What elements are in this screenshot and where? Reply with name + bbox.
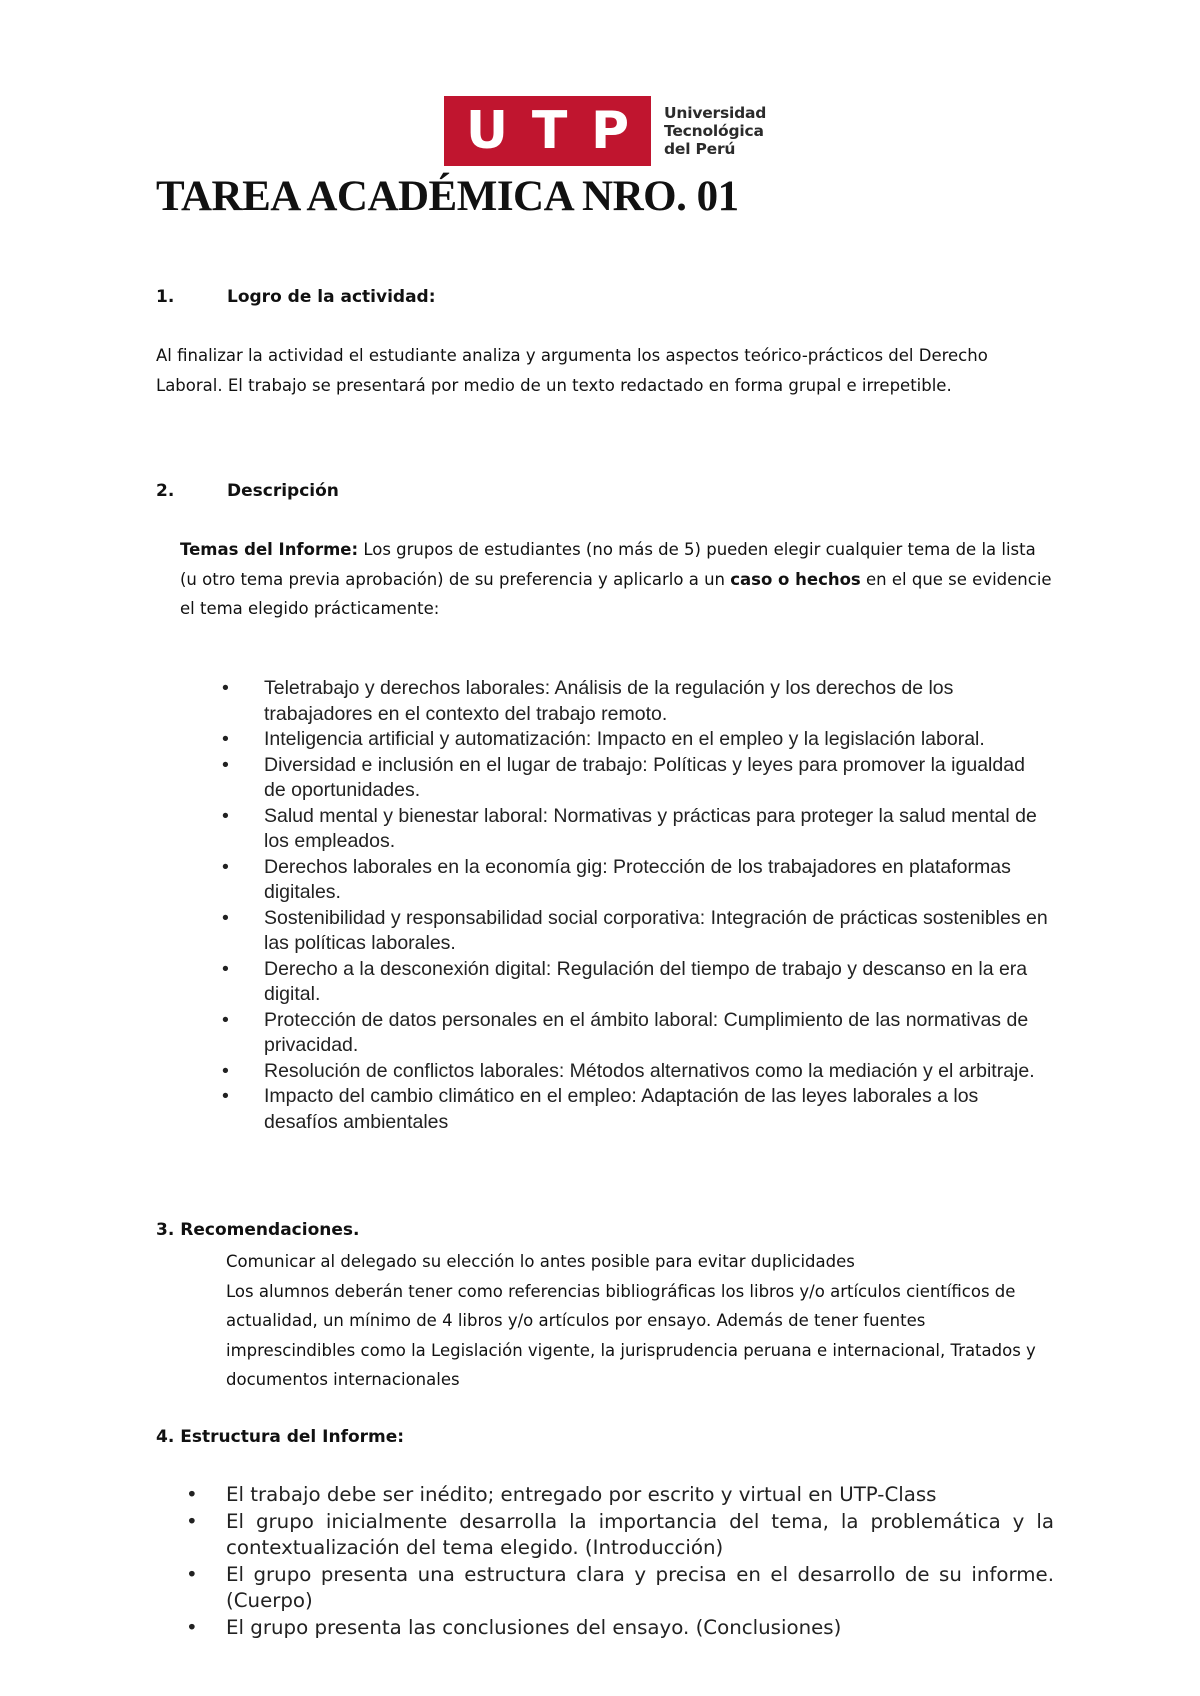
- logo-text-line: Universidad: [664, 104, 767, 122]
- bullet-icon: •: [222, 957, 229, 980]
- list-item: [222, 957, 1052, 1008]
- topic-text: Derechos laborales en la economía gig: Protección de los trabajadores en plataformas digitales.: [264, 855, 1011, 903]
- topic-text: Protección de datos personales en el ámbito laboral: Cumplimiento de las normativas de privacidad.: [264, 1008, 1029, 1056]
- bullet-icon: •: [186, 1562, 198, 1586]
- topics-list: [222, 676, 1052, 1135]
- utp-logo: [444, 96, 766, 166]
- section-number: 3.: [156, 1220, 175, 1240]
- structure-text: El grupo inicialmente desarrolla la importancia del tema, la problemática y la contextualización del tema elegido. (Introducción): [226, 1509, 1054, 1559]
- topic-text: Impacto del cambio climático en el empleo: Adaptación de las leyes laborales a los desafíos ambientales: [264, 1085, 979, 1133]
- list-item: [222, 1059, 1052, 1085]
- section-number: 2.: [156, 481, 175, 501]
- list-item: [222, 676, 1052, 727]
- bullet-icon: •: [222, 677, 229, 699]
- list-item: [222, 855, 1052, 906]
- section-1-body: Al finalizar la actividad el estudiante analiza y argumenta los aspectos teórico-prácticos del Derecho Laboral. El trabajo se presentará por medio de un texto redactado en forma grupal e irrepetible.: [156, 346, 988, 395]
- bullet-icon: •: [222, 804, 229, 827]
- list-item: [222, 1008, 1052, 1059]
- bullet-icon: •: [222, 906, 229, 929]
- structure-text: El trabajo debe ser inédito; entregado por escrito y virtual en UTP-Class: [226, 1483, 937, 1506]
- section-2-heading: [156, 480, 339, 502]
- section-number: 1.: [156, 287, 175, 307]
- topic-text: Resolución de conflictos laborales: Métodos alternativos como la mediación y el arbitraje.: [264, 1059, 1035, 1082]
- section-title: Logro de la actividad:: [227, 287, 436, 307]
- intro-bold: caso o hechos: [730, 569, 861, 589]
- bullet-icon: •: [186, 1509, 198, 1533]
- list-item: [222, 1084, 1052, 1135]
- logo-text: [664, 104, 766, 158]
- intro-label: Temas del Informe:: [180, 540, 359, 559]
- section-title: Descripción: [227, 481, 339, 501]
- list-item: [222, 753, 1052, 804]
- logo-letter-p: P: [591, 101, 630, 161]
- intro-text: Los grupos de estudiantes (no más de 5) pueden elegir cualquier tema de la lista (u otro tema previa aprobación) de su preferencia y aplicarlo a un: [180, 540, 1036, 589]
- section-4-heading: [156, 1426, 404, 1448]
- section-1-heading: [156, 286, 436, 308]
- bullet-icon: •: [186, 1615, 198, 1639]
- bullet-icon: •: [222, 1008, 229, 1031]
- logo-text-line: Tecnológica: [664, 122, 764, 140]
- bullet-icon: •: [222, 753, 229, 776]
- section-title: Estructura del Informe:: [180, 1427, 405, 1447]
- recommendation-line: Comunicar al delegado su elección lo antes posible para evitar duplicidades: [226, 1252, 855, 1271]
- bullet-icon: •: [222, 728, 229, 750]
- list-item: [222, 906, 1052, 957]
- logo-box: [444, 96, 651, 166]
- document-title: TAREA ACADÉMICA NRO. 01: [156, 173, 739, 220]
- bullet-icon: •: [222, 1059, 229, 1082]
- section-3-heading: [156, 1219, 359, 1241]
- list-item: [186, 1615, 1054, 1642]
- topic-text: Diversidad e inclusión en el lugar de trabajo: Políticas y leyes para promover la igualdad de oportunidades.: [264, 753, 1025, 801]
- list-item: [222, 727, 1052, 753]
- structure-text: El grupo presenta las conclusiones del ensayo. (Conclusiones): [226, 1615, 842, 1639]
- bullet-icon: •: [222, 1085, 229, 1107]
- logo-text-line: del Perú: [664, 140, 736, 158]
- recommendations-body: [226, 1247, 1056, 1395]
- list-item: [186, 1562, 1054, 1615]
- bullet-icon: •: [222, 855, 229, 878]
- topic-text: Inteligencia artificial y automatización: Impacto en el empleo y la legislación laboral.: [264, 728, 985, 750]
- logo-letter-t: T: [531, 101, 568, 161]
- list-item: [186, 1509, 1054, 1562]
- topic-text: Salud mental y bienestar laboral: Normativas y prácticas para proteger la salud mental de los empleados.: [264, 804, 1037, 852]
- topic-text: Teletrabajo y derechos laborales: Análisis de la regulación y los derechos de los trabajadores en el contexto del trabajo remoto.: [264, 677, 954, 725]
- topic-text: Derecho a la desconexión digital: Regulación del tiempo de trabajo y descanso en la era digital.: [264, 957, 1028, 1005]
- logo-letter-u: U: [465, 101, 509, 161]
- structure-list: [186, 1482, 1054, 1641]
- bullet-icon: •: [186, 1483, 198, 1506]
- list-item: [222, 804, 1052, 855]
- section-number: 4.: [156, 1427, 175, 1447]
- list-item: [186, 1482, 1054, 1509]
- intro-text-end: en el que se evidencie el tema elegido prácticamente:: [180, 569, 1052, 618]
- topic-text: Sostenibilidad y responsabilidad social corporativa: Integración de prácticas sostenibles en las políticas laborales.: [264, 906, 1048, 954]
- structure-text: El grupo presenta una estructura clara y precisa en el desarrollo de su informe. (Cuerpo): [226, 1562, 1054, 1612]
- recommendation-line: Los alumnos deberán tener como referencias bibliográficas los libros y/o artículos científicos de actualidad, un mínimo de 4 libros y/o artículos por ensayo. Además de tener fuentes imprescindibles como la Legislación vigente, la jurisprudencia peruana e internacional, Tratados y documentos internacionales: [226, 1281, 1036, 1389]
- section-2-intro: [180, 535, 1052, 624]
- section-title: Recomendaciones.: [180, 1220, 360, 1240]
